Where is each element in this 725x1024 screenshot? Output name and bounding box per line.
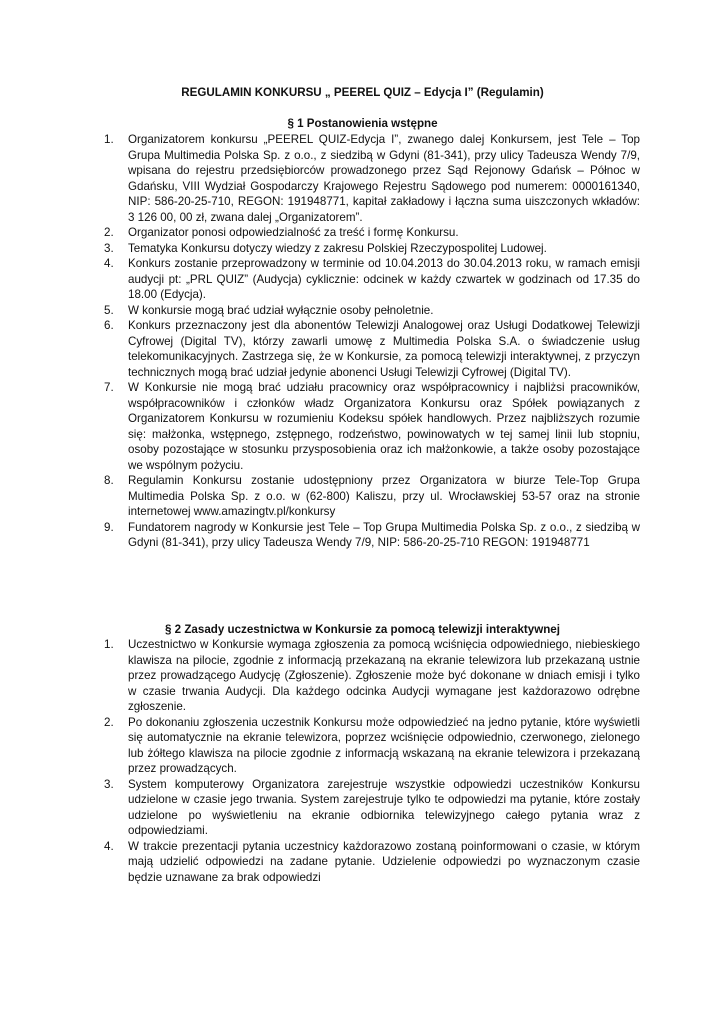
list-item [104,839,640,886]
item-text: W konkursie mogą brać udział wyłącznie osoby pełnoletnie. [128,303,434,317]
item-number: 3. [104,241,114,255]
item-number: 4. [104,257,114,270]
item-number: 5. [104,303,114,317]
list-item [104,225,640,241]
item-number: 3. [104,777,114,791]
item-number: 8. [104,474,114,487]
item-number: 6. [104,319,114,332]
item-text: Po dokonaniu zgłoszenia uczestnik Konkursu może odpowiedzieć na jedno pytanie, które wyświetli się automatycznie na ekranie telewizora, poprzez wciśnięcie odpowiednio, czerwonego, zielonego lub żółtego klawisza na pilocie zgodnie z informacją wskazaną na ekranie telewizora i przekazaną przez prowadzących. [128,715,640,775]
item-text: W Konkursie nie mogą brać udziału pracownicy oraz współpracownicy i najbliżsi pracowników, współpracowników i członków władz Organizatora Konkursu oraz Spółek powiązanych z Organizatorem Konkursu w rozumieniu Kodeksu spółek handlowych. Przez najbliższych rozumie się: małżonka, wstępnego, zstępnego, rodzeństwo, powinowatych w tej samej linii lub stopniu, osoby pozostające w stosunku przysposobienia oraz ich małżonkowie, a także osoby pozostające we wspólnym pożyciu. [128,381,640,472]
section-1-heading: § 1 Postanowienia wstępne [287,117,438,130]
list-item [104,637,640,715]
item-text: Tematyka Konkursu dotyczy wiedzy z zakresu Polskiej Rzeczypospolitej Ludowej. [128,241,547,255]
item-text: Fundatorem nagrody w Konkursie jest Tele – Top Grupa Multimedia Polska Sp. z o.o., z siedzibą w Gdyni (81-341), przy ulicy Tadeusza Wendy 7/9, NIP: 586-20-25-710 REGON: 191948771 [128,520,640,549]
item-text: W trakcie prezentacji pytania uczestnicy każdorazowo zostaną poinformowani o czasie, w którym mają udzielić odpowiedzi na zadane pytanie. Udzielenie odpowiedzi po wyznaczonym czasie będzie uznawane za brak odpowiedzi [128,839,640,884]
item-text: System komputerowy Organizatora zarejestruje wszystkie odpowiedzi uczestników Konkursu udzielone w czasie jego trwania. System zarejestruje tylko te odpowiedzi ma pytanie, które zostały udzielone po wyświetleniu na ekranie odbiornika telewizyjnego całego pytania wraz z odpowiedziami. [128,777,640,837]
item-number: 1. [104,133,114,146]
list-item [104,303,640,319]
list-item [104,777,640,839]
list-item [104,715,640,777]
section-1-list [104,132,640,551]
document-title: REGULAMIN KONKURSU „ PEEREL QUIZ – Edycja I” (Regulamin) [181,86,544,99]
section-2-list [104,637,640,885]
item-text: Uczestnictwo w Konkursie wymaga zgłoszenia za pomocą wciśnięcia odpowiedniego, niebieskiego klawisza na pilocie, zgodnie z informacją przekazaną na ekranie telewizora lub przekazaną ustnie przez prowadzącego Audycję (Zgłoszenie). Zgłoszenie może być dokonane w dniach emisji i tylko w czasie trwania Audycji. Dla każdego odcinka Audycji wymagane jest każdorazowo odrębne zgłoszenie. [128,638,640,713]
item-text: Konkurs przeznaczony jest dla abonentów Telewizji Analogowej oraz Usługi Dodatkowej Telewizji Cyfrowej (Digital TV), którzy zawarli umowę z Multimedia Polska S.A. o świadczenie usług telekomunikacyjnych. Zastrzega się, że w Konkursie, za pomocą telewizji interaktywnej, z przyczyn technicznych mogą brać udział jedynie abonenci Usługi Telewizji Cyfrowej (Digital TV). [128,319,640,379]
item-number: 2. [104,226,114,239]
list-item [104,520,640,551]
item-number: 1. [104,638,114,651]
list-item [104,380,640,473]
list-item [104,132,640,225]
item-number: 4. [104,839,114,853]
section-2-heading: § 2 Zasady uczestnictwa w Konkursie za pomocą telewizji interaktywnej [165,623,560,636]
list-item [104,256,640,303]
item-text: Organizator ponosi odpowiedzialność za treść i formę Konkursu. [128,226,459,239]
list-item [104,241,640,257]
item-text: Regulamin Konkursu zostanie udostępniony przez Organizatora w biurze Tele-Top Grupa Multimedia Polska Sp. z o.o. w (62-800) Kaliszu, przy ul. Wrocławskiej 53-57 oraz na stronie internetowej www.amazingtv.pl/konkursy [128,474,640,518]
item-text: Organizatorem konkursu „PEEREL QUIZ-Edycja I”, zwanego dalej Konkursem, jest Tele – Top Grupa Multimedia Polska Sp. z o.o., z siedzibą w Gdyni (81-341), przy ulicy Tadeusza Wendy 7/9, wpisana do rejestru przedsiębiorców prowadzonego przez Sąd Rejonowy Gdańsk – Północ w Gdańsku, VIII Wydział Gospodarczy Krajowego Rejestru Sądowego pod numerem: 0000161340, NIP: 586-20-25-710, REGON: 191948771, kapitał zakładowy i łączna suma uiszczonych wkładów: 3 126 00, 00 zł, zwana dalej „Organizatorem”. [128,133,640,224]
list-item [104,473,640,520]
item-number: 2. [104,715,114,729]
item-text: Konkurs zostanie przeprowadzony w terminie od 10.04.2013 do 30.04.2013 roku, w ramach emisji audycji pt: „PRL QUIZ” (Audycja) cyklicznie: odcinek w każdy czwartek w godzinach od 17.35 do 18.00 (Edycja). [128,257,640,301]
item-number: 7. [104,381,114,394]
list-item [104,318,640,380]
item-number: 9. [104,520,114,534]
